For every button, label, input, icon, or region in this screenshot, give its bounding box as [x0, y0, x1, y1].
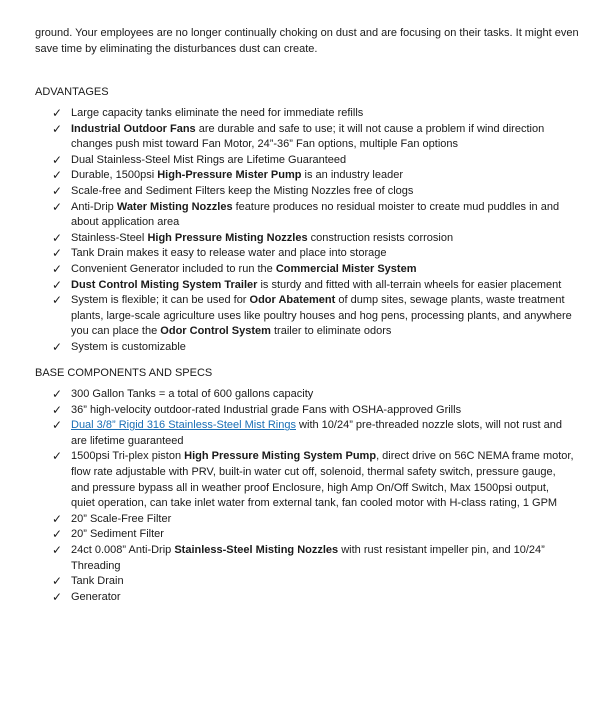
- checkmark-icon: ✓: [52, 387, 63, 401]
- list-item: [35, 168, 575, 184]
- item-text: Durable, 1500psi: [71, 169, 158, 182]
- item-text: Scale-free and Sediment Filters keep the Misting Nozzles free of clogs: [71, 184, 414, 197]
- bold-term: Industrial Outdoor Fans: [71, 122, 196, 135]
- mist-rings-link[interactable]: Dual 3/8” Rigid 316 Stainless-Steel Mist Rings: [71, 419, 296, 432]
- list-item: [35, 512, 575, 528]
- item-text: 24ct 0.008” Anti-Drip: [71, 543, 175, 556]
- item-text: Dual Stainless-Steel Mist Rings are Lifetime Guaranteed: [71, 153, 347, 166]
- item-text: with 10/24” pre-threaded nozzle slots, will not rust and are lifetime guaranteed: [71, 419, 562, 447]
- list-item: [35, 403, 575, 419]
- list-item: [35, 543, 575, 574]
- item-text: Anti-Drip: [71, 200, 117, 213]
- bold-term: Water Misting Nozzles: [116, 200, 233, 213]
- advantages-list: [35, 106, 575, 356]
- checkmark-icon: ✓: [52, 339, 63, 354]
- list-item: [35, 293, 575, 340]
- bold-term: Odor Abatement: [249, 294, 336, 307]
- item-text: 300 Gallon Tanks = a total of 600 gallons capacity: [71, 388, 314, 400]
- base-components-list: [35, 387, 575, 605]
- checkmark-icon: ✓: [52, 418, 63, 433]
- item-text: Generator: [71, 590, 121, 603]
- checkmark-icon: ✓: [52, 589, 63, 604]
- checkmark-icon: ✓: [52, 261, 63, 276]
- list-item: [35, 418, 575, 449]
- list-item: [35, 184, 575, 200]
- advantages-heading: ADVANTAGES: [35, 86, 109, 98]
- item-text: Tank Drain makes it easy to release water and place into storage: [71, 247, 387, 260]
- bold-term: Dust Control Misting System Trailer: [71, 278, 258, 291]
- checkmark-icon: ✓: [52, 402, 63, 417]
- bold-term: High Pressure Misting System Pump: [184, 450, 377, 463]
- base-components-heading: BASE COMPONENTS AND SPECS: [35, 367, 213, 379]
- list-item: [35, 262, 575, 278]
- list-item: [35, 278, 575, 294]
- item-text: 20” Sediment Filter: [71, 528, 164, 541]
- item-text: 1500psi Tri-plex piston: [71, 450, 185, 463]
- item-text: 20” Scale-Free Filter: [71, 512, 172, 525]
- item-text: 36” high-velocity outdoor-rated Industrial grade Fans with OSHA-approved Grills: [71, 403, 462, 416]
- checkmark-icon: ✓: [52, 449, 63, 464]
- list-item: [35, 106, 575, 122]
- item-text: Stainless-Steel: [71, 231, 148, 244]
- item-text: Tank Drain: [71, 575, 124, 588]
- list-item: [35, 590, 575, 606]
- checkmark-icon: ✓: [52, 542, 63, 557]
- checkmark-icon: ✓: [52, 199, 63, 214]
- list-item: [35, 246, 575, 262]
- bold-term: Odor Control System: [160, 325, 271, 338]
- item-text: are durable and safe to use; it will not cause a problem if wind direction changes push mist toward Fan Motor, 24”-36” Fan options, multiple Fan options: [71, 122, 545, 151]
- bold-term: Commercial Mister System: [275, 262, 417, 275]
- item-text: Convenient Generator included to run the: [71, 262, 276, 275]
- list-item: [35, 153, 575, 169]
- checkmark-icon: ✓: [52, 230, 63, 245]
- item-text: of dump sites, sewage plants, waste treatment plants, large-scale agriculture uses like poultry houses and hog pens, processing plants, and anywhere you can place the: [71, 294, 572, 338]
- checkmark-icon: ✓: [52, 121, 63, 136]
- item-text: Large capacity tanks eliminate the need for immediate refills: [71, 107, 364, 119]
- checkmark-icon: ✓: [52, 574, 63, 589]
- list-item: [35, 340, 575, 356]
- list-item: [35, 527, 575, 543]
- item-text: , direct drive on 56C NEMA frame motor, flow rate adjustable with PRV, built-in water cut off, solenoid, thermal safety switch, pressure gauge, and pressure bypass all in weather proof Enclosure, high Amp On/Off Switch, Max 1500psi output, quiet operation, can take inlet water from external tank, fan cooled motor with H-class rating, 1 GPM: [71, 450, 574, 510]
- bold-term: High-Pressure Mister Pump: [157, 169, 302, 182]
- checkmark-icon: ✓: [52, 168, 63, 183]
- checkmark-icon: ✓: [52, 293, 63, 308]
- checkmark-icon: ✓: [52, 152, 63, 167]
- item-text: feature produces no residual moister to create mud puddles in and about application area: [71, 200, 560, 229]
- list-item: [35, 231, 575, 247]
- checkmark-icon: ✓: [52, 183, 63, 198]
- list-item: [35, 200, 575, 231]
- checkmark-icon: ✓: [52, 246, 63, 261]
- item-text: is an industry leader: [301, 169, 403, 182]
- list-item: [35, 122, 575, 153]
- bold-term: Stainless-Steel Misting Nozzles: [174, 543, 339, 556]
- bold-term: High Pressure Misting Nozzles: [147, 231, 308, 244]
- item-text: System is customizable: [71, 340, 186, 353]
- checkmark-icon: ✓: [52, 527, 63, 542]
- list-item: [35, 574, 575, 590]
- item-text: trailer to eliminate odors: [270, 325, 392, 338]
- list-item: [35, 449, 575, 511]
- checkmark-icon: ✓: [52, 277, 63, 292]
- list-item: [35, 387, 575, 403]
- intro-paragraph: ground. Your employees are no longer continually choking on dust and are focusing on their tasks. It might even save time by eliminating the disturbances dust can create.: [35, 27, 579, 55]
- checkmark-icon: ✓: [52, 511, 63, 526]
- item-text: System is flexible; it can be used for: [71, 294, 250, 307]
- item-text: with rust resistant impeller pin, and 10/24” Threading: [71, 543, 545, 572]
- checkmark-icon: ✓: [52, 106, 63, 120]
- item-text: is sturdy and fitted with all-terrain wheels for easier placement: [257, 278, 562, 291]
- item-text: construction resists corrosion: [307, 231, 454, 244]
